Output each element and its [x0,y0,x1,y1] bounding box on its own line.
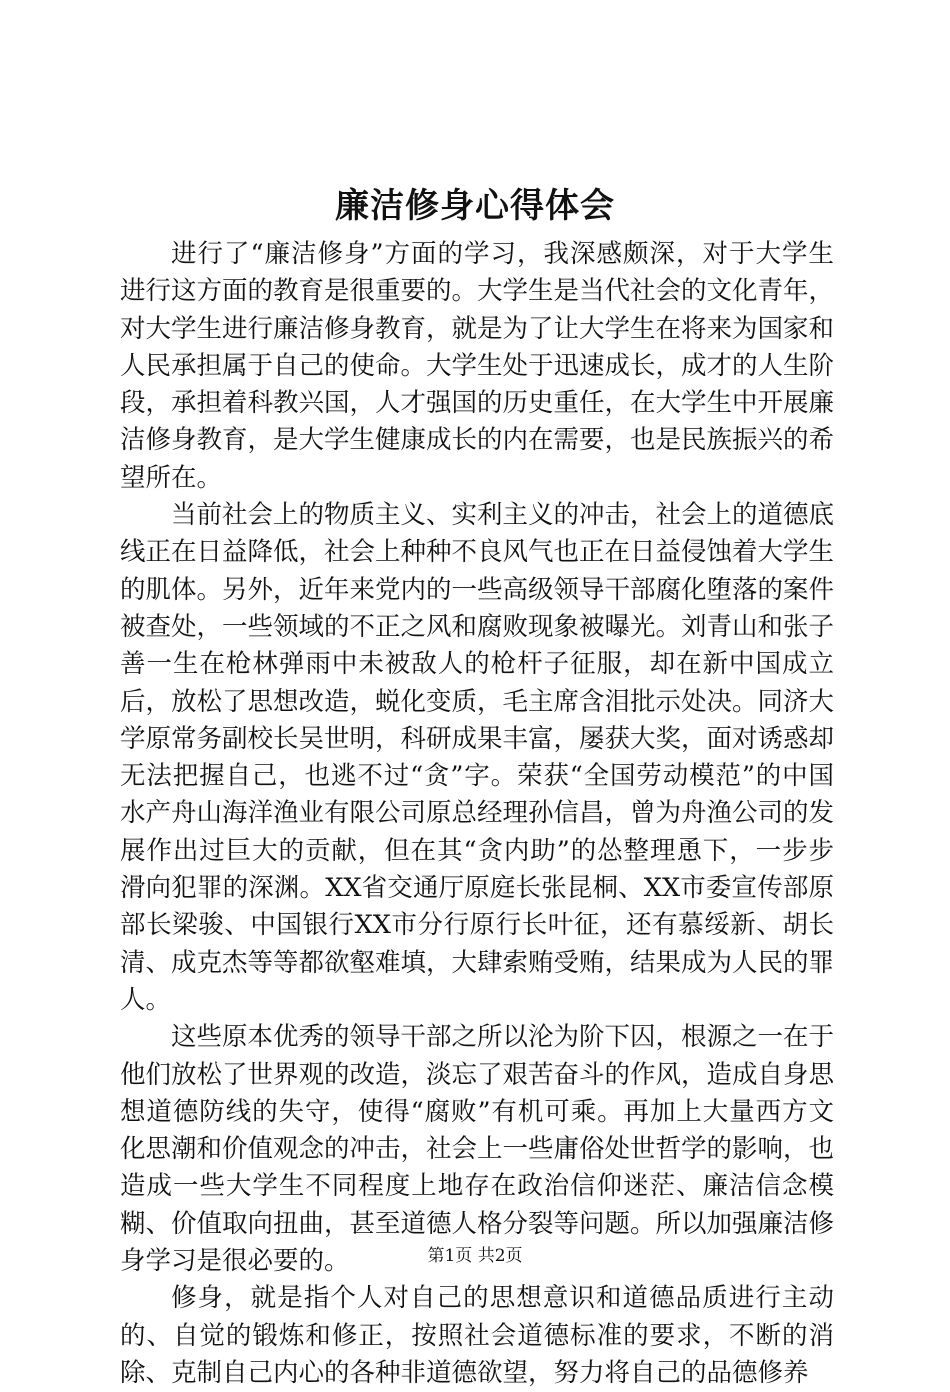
document-title: 廉洁修身心得体会 [335,186,615,226]
paragraph-3: 这些原本优秀的领导干部之所以沦为阶下囚，根源之一在于他们放松了世界观的改造，淡忘了艰苦奋斗的作风，造成自身思想道德防线的失守，使得“腐败”有机可乘。再加上大量西方文化思潮和价值观念的冲击，社会上一些庸俗处世哲学的影响，也造成一些大学生不同程度上地存在政治信仰迷茫、廉洁信念模糊、价值取向扭曲，甚至道德人格分裂等问题。所以加强廉洁修身学习是很必要的。 [120,1022,835,1277]
document-body [120,236,834,1392]
paragraph-1: 进行了“廉洁修身”方面的学习，我深感颇深，对于大学生进行这方面的教育是很重要的。大学生是当代社会的文化青年，对大学生进行廉洁修身教育，就是为了让大学生在将来为国家和人民承担属于自己的使命。大学生处于迅速成长，成才的人生阶段，承担着科教兴国，人才强国的历史重任，在大学生中开展廉洁修身教育，是大学生健康成长的内在需要，也是民族振兴的希望所在。 [120,239,835,493]
paragraph-4: 修身，就是指个人对自己的思想意识和道德品质进行主动的、自觉的锻炼和修正，按照社会道德标准的要求，不断的消除、克制自己内心的各种非道德欲望，努力将自己的品德修养 [120,1283,834,1388]
paragraph-2: 当前社会上的物质主义、实利主义的冲击，社会上的道德底线正在日益降低，社会上种种不良风气也正在日益侵蚀着大学生的肌体。另外，近年来党内的一些高级领导干部腐化堕落的案件被查处，一些领域的不正之风和腐败现象被曝光。刘青山和张子善一生在枪林弹雨中未被敌人的枪杆子征服，却在新中国成立后，放松了思想改造，蜕化变质，毛主席含泪批示处决。同济大学原常务副校长吴世明，科研成果丰富，屡获大奖，面对诱惑却无法把握自己，也逃不过“贪”字。荣获“全国劳动模范”的中国水产舟山海洋渔业有限公司原总经理孙信昌，曾为舟渔公司的发展作出过巨大的贡献，但在其“贪内助”的怂整理恿下，一步步滑向犯罪的深渊。XX省交通厅原庭长张昆桐、XX市委宣传部原部长梁骏、中国银行XX市分行原行长叶征，还有慕绥新、胡长清、成克杰等等都欲壑难填，大肆索贿受贿，结果成为人民的罪人。 [120,500,835,1015]
page-number-footer: 第1页 共2页 [427,1246,523,1266]
